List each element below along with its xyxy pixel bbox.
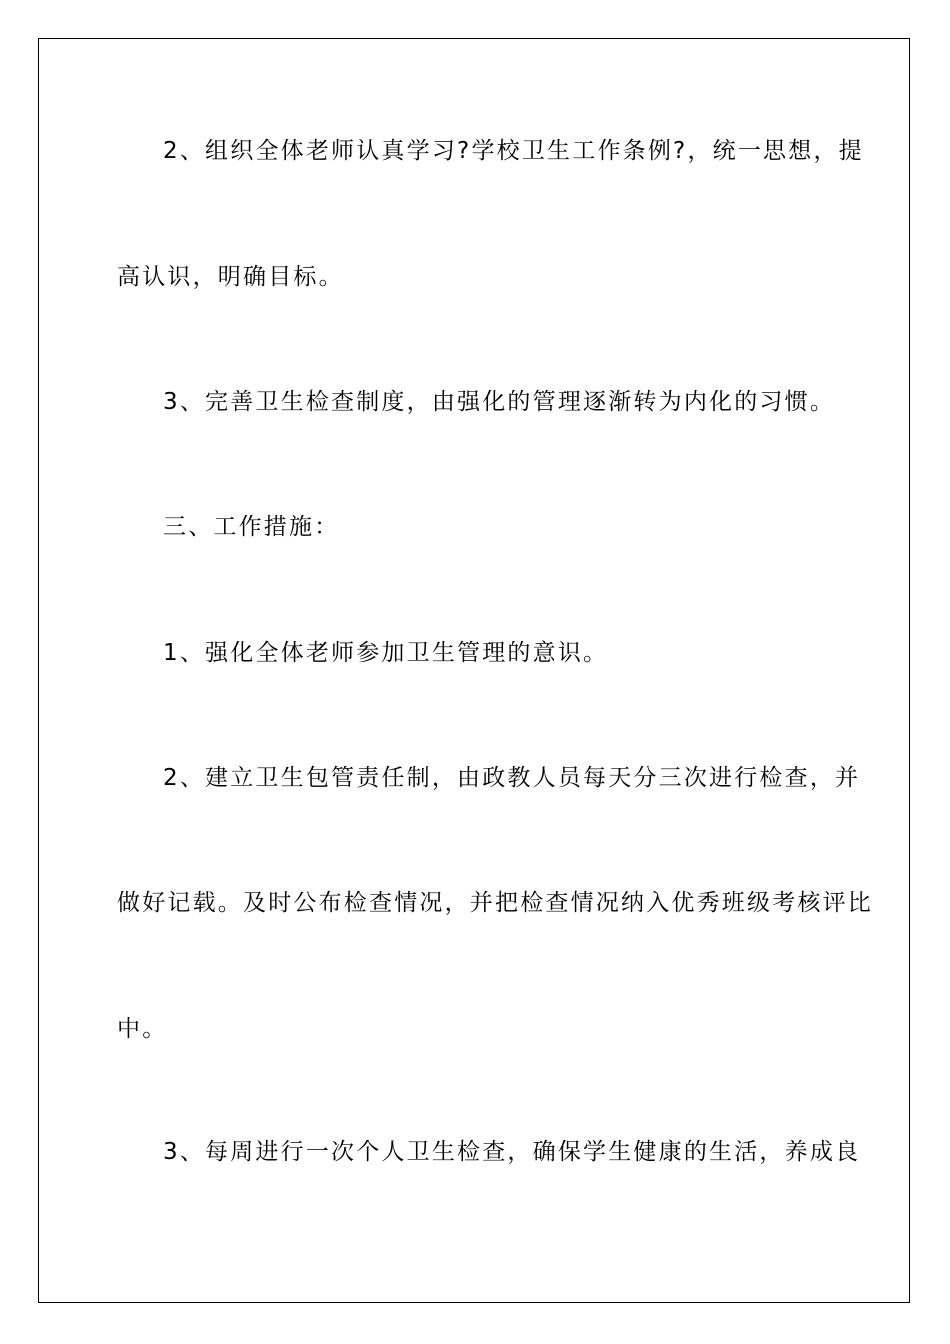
paragraph-line: 3、完善卫生检查制度，由强化的管理逐渐转为内化的习惯。 [163,389,836,415]
paragraph-line: 做好记载。及时公布检查情况，并把检查情况纳入优秀班级考核评比 [117,890,873,916]
paragraph-line: 2、组织全体老师认真学习?学校卫生工作条例?，统一思想，提 [163,138,864,164]
paragraph-line: 中。 [117,1016,168,1042]
paragraph-line: 1、强化全体老师参加卫生管理的意识。 [163,640,609,666]
paragraph-line: 3、每周进行一次个人卫生检查，确保学生健康的生活，养成良 [163,1139,861,1165]
section-heading: 三、工作措施： [163,514,340,540]
paragraph-line: 高认识，明确目标。 [117,264,344,290]
page-frame [38,38,910,1303]
paragraph-line: 2、建立卫生包管责任制，由政教人员每天分三次进行检查，并 [163,765,861,791]
